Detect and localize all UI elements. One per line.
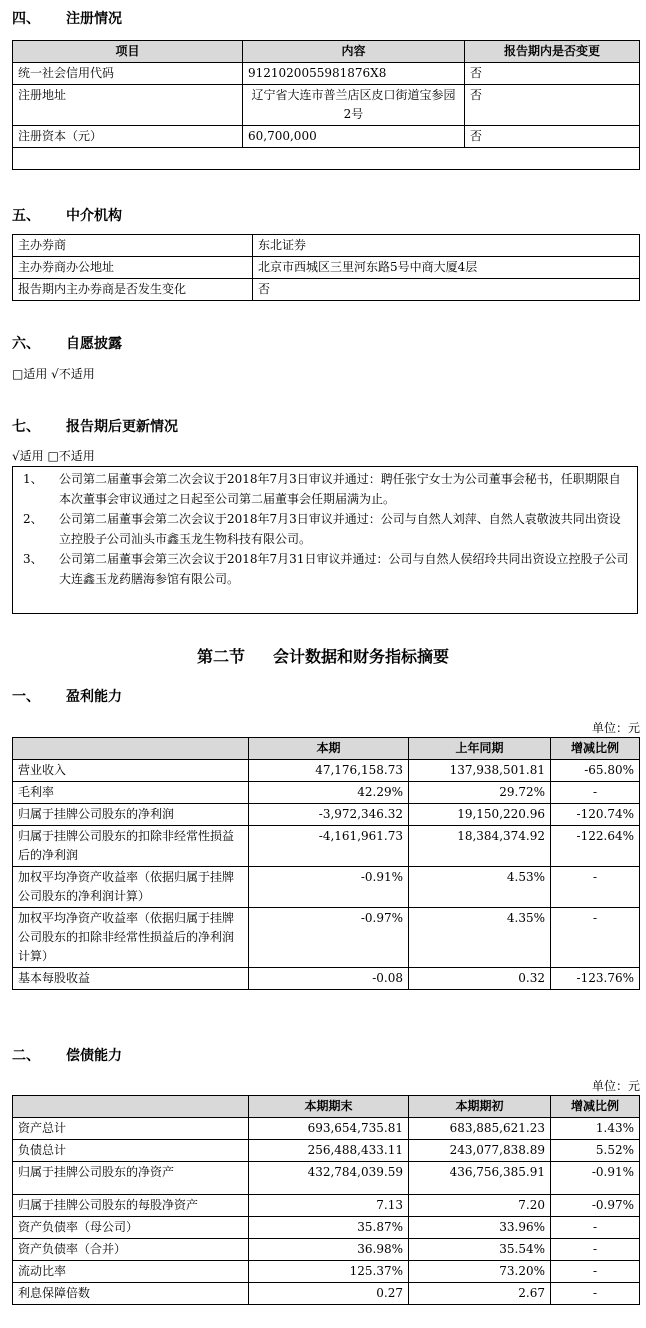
change-value: -0.91% bbox=[551, 1162, 640, 1195]
change-value: - bbox=[551, 1283, 640, 1305]
row-changed: 否 bbox=[465, 126, 640, 148]
section-6-title: 自愿披露 bbox=[66, 336, 122, 352]
header-cell: 报告期内是否变更 bbox=[465, 41, 640, 63]
row-value: 否 bbox=[253, 279, 640, 301]
section-4-title: 注册情况 bbox=[66, 11, 122, 27]
section-4-heading bbox=[12, 8, 122, 28]
prior-value: 4.35% bbox=[409, 908, 551, 968]
change-value: -65.80% bbox=[551, 760, 640, 782]
change-value: - bbox=[551, 782, 640, 804]
header-cell: 本期 bbox=[249, 738, 409, 760]
table-row bbox=[13, 1162, 640, 1195]
row-value: 东北证券 bbox=[253, 235, 640, 257]
change-value: -123.76% bbox=[551, 968, 640, 990]
table-row bbox=[13, 1118, 640, 1140]
table-header-row bbox=[13, 1096, 640, 1118]
change-value: - bbox=[551, 908, 640, 968]
solvency-title: 偿债能力 bbox=[66, 1048, 122, 1064]
table-row bbox=[13, 826, 640, 867]
change-value: -0.97% bbox=[551, 1195, 640, 1217]
row-label: 负债总计 bbox=[13, 1140, 249, 1162]
chapter-label: 第二节 bbox=[196, 647, 245, 666]
table-row bbox=[13, 1283, 640, 1305]
item-number: 2、 bbox=[23, 512, 43, 526]
profitability-table bbox=[12, 737, 640, 990]
list-item bbox=[23, 469, 629, 509]
intermediary-table bbox=[12, 234, 640, 301]
change-value: - bbox=[551, 1239, 640, 1261]
current-value: -3,972,346.32 bbox=[249, 804, 409, 826]
start-value: 73.20% bbox=[409, 1261, 551, 1283]
header-cell: 内容 bbox=[243, 41, 465, 63]
current-value: -0.91% bbox=[249, 867, 409, 908]
row-label: 归属于挂牌公司股东的扣除非经常性损益后的净利润 bbox=[13, 826, 249, 867]
row-changed: 否 bbox=[465, 85, 640, 126]
row-label: 统一社会信用代码 bbox=[13, 63, 243, 85]
table-row bbox=[13, 85, 640, 126]
list-item bbox=[23, 549, 629, 589]
start-value: 683,885,621.23 bbox=[409, 1118, 551, 1140]
table-row bbox=[13, 804, 640, 826]
post-period-updates-box bbox=[12, 466, 638, 614]
prior-value: 0.32 bbox=[409, 968, 551, 990]
list-item bbox=[23, 509, 629, 549]
table-row bbox=[13, 279, 640, 301]
solvency-number: 二、 bbox=[12, 1048, 40, 1064]
section-6-option: □适用 √不适用 bbox=[12, 367, 95, 381]
table-row bbox=[13, 257, 640, 279]
section-6-heading bbox=[12, 333, 122, 353]
current-value: -0.08 bbox=[249, 968, 409, 990]
change-value: 5.52% bbox=[551, 1140, 640, 1162]
section-5-number: 五、 bbox=[12, 208, 40, 224]
row-value: 9121020055981876X8 bbox=[243, 63, 465, 85]
row-value: 60,700,000 bbox=[243, 126, 465, 148]
end-value: 125.37% bbox=[249, 1261, 409, 1283]
registration-table bbox=[12, 40, 640, 170]
end-value: 35.87% bbox=[249, 1217, 409, 1239]
profitability-number: 一、 bbox=[12, 689, 40, 705]
row-label: 毛利率 bbox=[13, 782, 249, 804]
row-label: 报告期内主办券商是否发生变化 bbox=[13, 279, 253, 301]
row-label: 注册资本（元） bbox=[13, 126, 243, 148]
row-label: 营业收入 bbox=[13, 760, 249, 782]
change-value: - bbox=[551, 1261, 640, 1283]
chapter-title bbox=[0, 644, 646, 667]
row-label: 加权平均净资产收益率（依据归属于挂牌公司股东的净利润计算） bbox=[13, 867, 249, 908]
table-row bbox=[13, 1140, 640, 1162]
header-cell bbox=[13, 1096, 249, 1118]
section-5-title: 中介机构 bbox=[66, 208, 122, 224]
section-7-title: 报告期后更新情况 bbox=[66, 419, 178, 435]
start-value: 2.67 bbox=[409, 1283, 551, 1305]
start-value: 436,756,385.91 bbox=[409, 1162, 551, 1195]
row-label: 利息保障倍数 bbox=[13, 1283, 249, 1305]
profitability-heading bbox=[12, 686, 122, 706]
row-label: 加权平均净资产收益率（依据归属于挂牌公司股东的扣除非经常性损益后的净利润计算） bbox=[13, 908, 249, 968]
change-value: - bbox=[551, 867, 640, 908]
prior-value: 4.53% bbox=[409, 867, 551, 908]
table-row bbox=[13, 1195, 640, 1217]
section-6-number: 六、 bbox=[12, 336, 40, 352]
change-value: -120.74% bbox=[551, 804, 640, 826]
change-value: -122.64% bbox=[551, 826, 640, 867]
change-value: 1.43% bbox=[551, 1118, 640, 1140]
header-cell bbox=[13, 738, 249, 760]
end-value: 36.98% bbox=[249, 1239, 409, 1261]
prior-value: 137,938,501.81 bbox=[409, 760, 551, 782]
row-label: 归属于挂牌公司股东的净资产 bbox=[13, 1162, 249, 1195]
current-value: -0.97% bbox=[249, 908, 409, 968]
end-value: 0.27 bbox=[249, 1283, 409, 1305]
header-cell: 本期期末 bbox=[249, 1096, 409, 1118]
header-cell: 增减比例 bbox=[551, 738, 640, 760]
table-row bbox=[13, 782, 640, 804]
header-cell: 本期期初 bbox=[409, 1096, 551, 1118]
table-header-row bbox=[13, 41, 640, 63]
prior-value: 19,150,220.96 bbox=[409, 804, 551, 826]
table-row bbox=[13, 235, 640, 257]
section-7-option: √适用 □不适用 bbox=[12, 449, 95, 463]
row-label: 基本每股收益 bbox=[13, 968, 249, 990]
table-row bbox=[13, 908, 640, 968]
item-text: 公司第二届董事会第三次会议于2018年7月31日审议并通过：公司与自然人侯绍玲共同出资设立控股子公司大连鑫玉龙药膳海参馆有限公司。 bbox=[59, 552, 629, 586]
item-number: 3、 bbox=[23, 552, 43, 566]
start-value: 243,077,838.89 bbox=[409, 1140, 551, 1162]
row-label: 资产负债率（母公司） bbox=[13, 1217, 249, 1239]
section-7-heading bbox=[12, 416, 178, 436]
section-5-heading bbox=[12, 205, 122, 225]
table-row bbox=[13, 1261, 640, 1283]
current-value: -4,161,961.73 bbox=[249, 826, 409, 867]
row-value: 辽宁省大连市普兰店区皮口街道宝参园2号 bbox=[243, 85, 465, 126]
header-cell: 增减比例 bbox=[551, 1096, 640, 1118]
chapter-name: 会计数据和财务指标摘要 bbox=[273, 647, 450, 666]
table-row bbox=[13, 1239, 640, 1261]
row-label: 归属于挂牌公司股东的净利润 bbox=[13, 804, 249, 826]
current-value: 47,176,158.73 bbox=[249, 760, 409, 782]
start-value: 7.20 bbox=[409, 1195, 551, 1217]
section-7-number: 七、 bbox=[12, 419, 40, 435]
table-row bbox=[13, 1217, 640, 1239]
solvency-heading bbox=[12, 1045, 122, 1065]
end-value: 432,784,039.59 bbox=[249, 1162, 409, 1195]
item-text: 公司第二届董事会第二次会议于2018年7月3日审议并通过：聘任张宁女士为公司董事会秘书，任职期限自本次董事会审议通过之日起至公司第二届董事会任期届满为止。 bbox=[59, 472, 621, 506]
row-label: 流动比率 bbox=[13, 1261, 249, 1283]
table-row bbox=[13, 760, 640, 782]
table-header-row bbox=[13, 738, 640, 760]
end-value: 7.13 bbox=[249, 1195, 409, 1217]
row-label: 主办券商办公地址 bbox=[13, 257, 253, 279]
solvency-table bbox=[12, 1095, 640, 1305]
row-label: 资产负债率（合并） bbox=[13, 1239, 249, 1261]
header-cell: 上年同期 bbox=[409, 738, 551, 760]
end-value: 693,654,735.81 bbox=[249, 1118, 409, 1140]
table-row bbox=[13, 126, 640, 148]
table-row-empty bbox=[13, 148, 640, 170]
header-cell: 项目 bbox=[13, 41, 243, 63]
table-row bbox=[13, 63, 640, 85]
row-label: 主办券商 bbox=[13, 235, 253, 257]
section-4-number: 四、 bbox=[12, 11, 40, 27]
start-value: 35.54% bbox=[409, 1239, 551, 1261]
table-row bbox=[13, 968, 640, 990]
profitability-title: 盈利能力 bbox=[66, 689, 122, 705]
row-label: 归属于挂牌公司股东的每股净资产 bbox=[13, 1195, 249, 1217]
current-value: 42.29% bbox=[249, 782, 409, 804]
row-value: 北京市西城区三里河东路5号中商大厦4层 bbox=[253, 257, 640, 279]
change-value: - bbox=[551, 1217, 640, 1239]
item-text: 公司第二届董事会第二次会议于2018年7月3日审议并通过：公司与自然人刘萍、自然人袁敬波共同出资设立控股子公司汕头市鑫玉龙生物科技有限公司。 bbox=[59, 512, 621, 546]
profitability-unit: 单位：元 bbox=[591, 721, 640, 735]
end-value: 256,488,433.11 bbox=[249, 1140, 409, 1162]
prior-value: 29.72% bbox=[409, 782, 551, 804]
row-label: 注册地址 bbox=[13, 85, 243, 126]
prior-value: 18,384,374.92 bbox=[409, 826, 551, 867]
table-row bbox=[13, 867, 640, 908]
row-changed: 否 bbox=[465, 63, 640, 85]
solvency-unit: 单位：元 bbox=[591, 1079, 640, 1093]
start-value: 33.96% bbox=[409, 1217, 551, 1239]
item-number: 1、 bbox=[23, 472, 43, 486]
row-label: 资产总计 bbox=[13, 1118, 249, 1140]
